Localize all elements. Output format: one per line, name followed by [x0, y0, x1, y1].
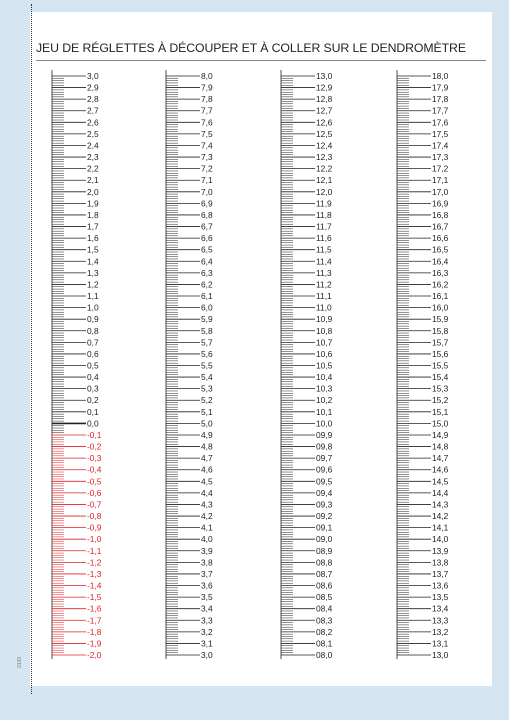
tick-label: 13,7 [432, 568, 449, 579]
tick-label: 13,5 [432, 592, 449, 603]
tick-label: 12,4 [316, 140, 333, 151]
tick-label: 08,2 [316, 626, 333, 637]
tick-label: 15,2 [432, 395, 449, 406]
tick-label: 4,8 [201, 441, 213, 452]
tick-label: 08,3 [316, 615, 333, 626]
tick-label: 5,4 [201, 372, 213, 383]
tick-label: 10,3 [316, 383, 333, 394]
tick-label: 12,0 [316, 186, 333, 197]
tick-label: 15,6 [432, 348, 449, 359]
tick-label: 6,6 [201, 233, 213, 244]
tick-label: 09,1 [316, 522, 333, 533]
tick-label: 11,0 [316, 302, 332, 313]
tick-label: -0,2 [87, 441, 102, 452]
tick-label: 13,4 [432, 603, 449, 614]
tick-label: 16,7 [432, 221, 449, 232]
tick-label: 0,4 [87, 372, 99, 383]
tick-label: 12,6 [316, 117, 333, 128]
tick-label: 3,1 [201, 638, 213, 649]
tick-label: 16,6 [432, 233, 449, 244]
tick-label: 3,4 [201, 603, 213, 614]
tick-label: 2,9 [87, 82, 99, 93]
tick-label: 14,6 [432, 464, 449, 475]
tick-label: 09,3 [316, 499, 333, 510]
tick-label: 0,9 [87, 314, 99, 325]
tick-label: 7,6 [201, 117, 213, 128]
tick-label: 14,7 [432, 453, 449, 464]
tick-label: -1,6 [87, 603, 102, 614]
ruler-2 [166, 70, 213, 660]
tick-label: 08,6 [316, 580, 333, 591]
tick-label: 0,8 [87, 325, 99, 336]
tick-label: 10,2 [316, 395, 333, 406]
tick-label: 4,1 [201, 522, 213, 533]
ruler-3 [281, 70, 333, 660]
tick-label: 2,1 [87, 175, 99, 186]
tick-label: 17,9 [432, 82, 449, 93]
tick-label: 0,7 [87, 337, 99, 348]
tick-label: 17,0 [432, 186, 449, 197]
tick-label: 14,1 [432, 522, 449, 533]
tick-label: 7,9 [201, 82, 213, 93]
tick-label: -1,7 [87, 615, 102, 626]
tick-label: 3,0 [87, 71, 99, 81]
tick-label: 6,3 [201, 267, 213, 278]
tick-label: 5,2 [201, 395, 213, 406]
tick-label: 2,4 [87, 140, 99, 151]
tick-label: 08,8 [316, 557, 333, 568]
tick-label: 14,2 [432, 511, 449, 522]
tick-label: 4,0 [201, 534, 213, 545]
tick-label: 16,2 [432, 279, 449, 290]
tick-label: 5,5 [201, 360, 213, 371]
tick-label: 8,0 [201, 71, 213, 81]
tick-label: 16,3 [432, 267, 449, 278]
tick-label: 1,7 [87, 221, 99, 232]
tick-label: 5,7 [201, 337, 213, 348]
tick-label: 13,1 [432, 638, 449, 649]
tick-label: 08,4 [316, 603, 333, 614]
tick-label: -1,0 [87, 534, 102, 545]
tick-label: 14,5 [432, 476, 449, 487]
tick-label: 2,8 [87, 94, 99, 105]
tick-label: 3,2 [201, 626, 213, 637]
tick-label: 3,7 [201, 568, 213, 579]
tick-label: 0,0 [87, 418, 99, 429]
tick-label: 09,2 [316, 511, 333, 522]
tick-label: 08,9 [316, 545, 333, 556]
tick-label: 17,4 [432, 140, 449, 151]
tick-label: 6,2 [201, 279, 213, 290]
tick-label: 18,0 [432, 71, 449, 81]
tick-label: 6,7 [201, 221, 213, 232]
tick-label: -1,8 [87, 626, 102, 637]
tick-label: 1,5 [87, 244, 99, 255]
tick-label: 11,1 [316, 291, 332, 302]
tick-label: 12,3 [316, 152, 333, 163]
tick-label: 11,8 [316, 209, 332, 220]
tick-label: 09,7 [316, 453, 333, 464]
tick-label: 1,9 [87, 198, 99, 209]
tick-label: 17,2 [432, 163, 449, 174]
tick-label: 10,9 [316, 314, 333, 325]
tick-label: 13,8 [432, 557, 449, 568]
tick-label: 1,4 [87, 256, 99, 267]
tick-label: 15,0 [432, 418, 449, 429]
tick-label: 1,2 [87, 279, 99, 290]
tick-label: 6,0 [201, 302, 213, 313]
tick-label: 15,7 [432, 337, 449, 348]
tick-label: 17,5 [432, 128, 449, 139]
tick-label: 11,4 [316, 256, 332, 267]
tick-label: 13,0 [432, 650, 449, 660]
tick-label: -0,3 [87, 453, 102, 464]
tick-label: 16,9 [432, 198, 449, 209]
tick-label: 14,9 [432, 429, 449, 440]
tick-label: 09,9 [316, 429, 333, 440]
tick-label: 5,1 [201, 406, 213, 417]
tick-label: -1,5 [87, 592, 102, 603]
tick-label: 17,1 [432, 175, 449, 186]
tick-label: 2,5 [87, 128, 99, 139]
footer-code: 0130 [17, 656, 23, 668]
tick-label: -0,6 [87, 487, 102, 498]
tick-label: 7,8 [201, 94, 213, 105]
tick-label: 13,3 [432, 615, 449, 626]
tick-label: 2,7 [87, 105, 99, 116]
tick-label: 5,0 [201, 418, 213, 429]
tick-label: 10,5 [316, 360, 333, 371]
tick-label: 7,3 [201, 152, 213, 163]
tick-label: 0,1 [87, 406, 99, 417]
tick-label: 4,3 [201, 499, 213, 510]
tick-label: 14,3 [432, 499, 449, 510]
tick-label: 16,8 [432, 209, 449, 220]
tick-label: 17,7 [432, 105, 449, 116]
tick-label: 08,7 [316, 568, 333, 579]
tick-label: 1,1 [87, 291, 99, 302]
tick-label: 4,2 [201, 511, 213, 522]
tick-label: 12,1 [316, 175, 333, 186]
tick-label: 10,4 [316, 372, 333, 383]
tick-label: 15,4 [432, 372, 449, 383]
tick-label: 13,2 [432, 626, 449, 637]
tick-label: 1,3 [87, 267, 99, 278]
tick-label: 13,9 [432, 545, 449, 556]
tick-label: 4,7 [201, 453, 213, 464]
tick-label: 0,5 [87, 360, 99, 371]
tick-label: 11,9 [316, 198, 332, 209]
tick-label: 15,8 [432, 325, 449, 336]
tick-label: 10,7 [316, 337, 333, 348]
tick-label: -1,2 [87, 557, 102, 568]
tick-label: 15,9 [432, 314, 449, 325]
tick-label: 0,3 [87, 383, 99, 394]
page-title: JEU DE RÉGLETTES À DÉCOUPER ET À COLLER SUR LE DENDROMÈTRE [36, 41, 466, 55]
tick-label: 09,5 [316, 476, 333, 487]
tick-label: 09,4 [316, 487, 333, 498]
tick-label: 6,1 [201, 291, 213, 302]
tick-label: 09,6 [316, 464, 333, 475]
tick-label: 12,9 [316, 82, 333, 93]
tick-label: -0,4 [87, 464, 102, 475]
tick-label: -0,1 [87, 429, 102, 440]
tick-label: 08,1 [316, 638, 333, 649]
tick-label: 5,3 [201, 383, 213, 394]
tick-label: 16,4 [432, 256, 449, 267]
tick-label: 4,9 [201, 429, 213, 440]
tick-label: 6,8 [201, 209, 213, 220]
tick-label: 16,1 [432, 291, 449, 302]
tick-label: 7,7 [201, 105, 213, 116]
tick-label: -1,1 [87, 545, 102, 556]
tick-label: 0,2 [87, 395, 99, 406]
tick-label: 10,1 [316, 406, 333, 417]
tick-label: 08,5 [316, 592, 333, 603]
tick-label: 1,0 [87, 302, 99, 313]
tick-label: 11,5 [316, 244, 332, 255]
tick-label: 5,6 [201, 348, 213, 359]
tick-label: 2,3 [87, 152, 99, 163]
tick-label: 7,2 [201, 163, 213, 174]
tick-label: 10,6 [316, 348, 333, 359]
tick-label: 17,3 [432, 152, 449, 163]
ruler-4 [397, 70, 449, 660]
tick-label: 11,2 [316, 279, 332, 290]
tick-label: -0,9 [87, 522, 102, 533]
tick-label: 6,9 [201, 198, 213, 209]
tick-label: 5,8 [201, 325, 213, 336]
tick-label: 2,2 [87, 163, 99, 174]
tick-label: 14,0 [432, 534, 449, 545]
tick-label: 11,7 [316, 221, 332, 232]
tick-label: 1,6 [87, 233, 99, 244]
tick-label: -0,8 [87, 511, 102, 522]
tick-label: 17,8 [432, 94, 449, 105]
tick-label: 16,0 [432, 302, 449, 313]
tick-label: 08,0 [316, 650, 333, 660]
tick-label: 11,3 [316, 267, 332, 278]
tick-label: 16,5 [432, 244, 449, 255]
tick-label: 14,8 [432, 441, 449, 452]
tick-label: 6,4 [201, 256, 213, 267]
tick-label: 3,6 [201, 580, 213, 591]
tick-label: 3,3 [201, 615, 213, 626]
tick-label: 4,5 [201, 476, 213, 487]
tick-label: 6,5 [201, 244, 213, 255]
tick-label: 14,4 [432, 487, 449, 498]
tick-label: -1,9 [87, 638, 102, 649]
tick-label: 12,8 [316, 94, 333, 105]
tick-label: 3,0 [201, 650, 213, 660]
tick-label: 10,0 [316, 418, 333, 429]
tick-label: 5,9 [201, 314, 213, 325]
tick-label: 17,6 [432, 117, 449, 128]
tick-label: 11,6 [316, 233, 332, 244]
tick-label: 12,2 [316, 163, 333, 174]
tick-label: 7,4 [201, 140, 213, 151]
tick-label: 15,3 [432, 383, 449, 394]
tick-label: 4,6 [201, 464, 213, 475]
tick-label: 7,1 [201, 175, 213, 186]
tick-label: 3,8 [201, 557, 213, 568]
tick-label: 15,1 [432, 406, 449, 417]
tick-label: 7,5 [201, 128, 213, 139]
tick-label: -1,3 [87, 568, 102, 579]
tick-label: 2,6 [87, 117, 99, 128]
tick-label: -0,7 [87, 499, 102, 510]
tick-label: 09,0 [316, 534, 333, 545]
tick-label: 2,0 [87, 186, 99, 197]
tick-label: 13,6 [432, 580, 449, 591]
tick-label: 0,6 [87, 348, 99, 359]
tick-label: 09,8 [316, 441, 333, 452]
tick-label: 3,9 [201, 545, 213, 556]
tick-label: 7,0 [201, 186, 213, 197]
ruler-1 [52, 70, 102, 660]
tick-label: 4,4 [201, 487, 213, 498]
tick-label: 3,5 [201, 592, 213, 603]
tick-label: -2,0 [87, 650, 102, 660]
tick-label: -1,4 [87, 580, 102, 591]
tick-label: 1,8 [87, 209, 99, 220]
tick-label: 15,5 [432, 360, 449, 371]
tick-label: -0,5 [87, 476, 102, 487]
tick-label: 12,5 [316, 128, 333, 139]
tick-label: 10,8 [316, 325, 333, 336]
tick-label: 12,7 [316, 105, 333, 116]
tick-label: 13,0 [316, 71, 333, 81]
